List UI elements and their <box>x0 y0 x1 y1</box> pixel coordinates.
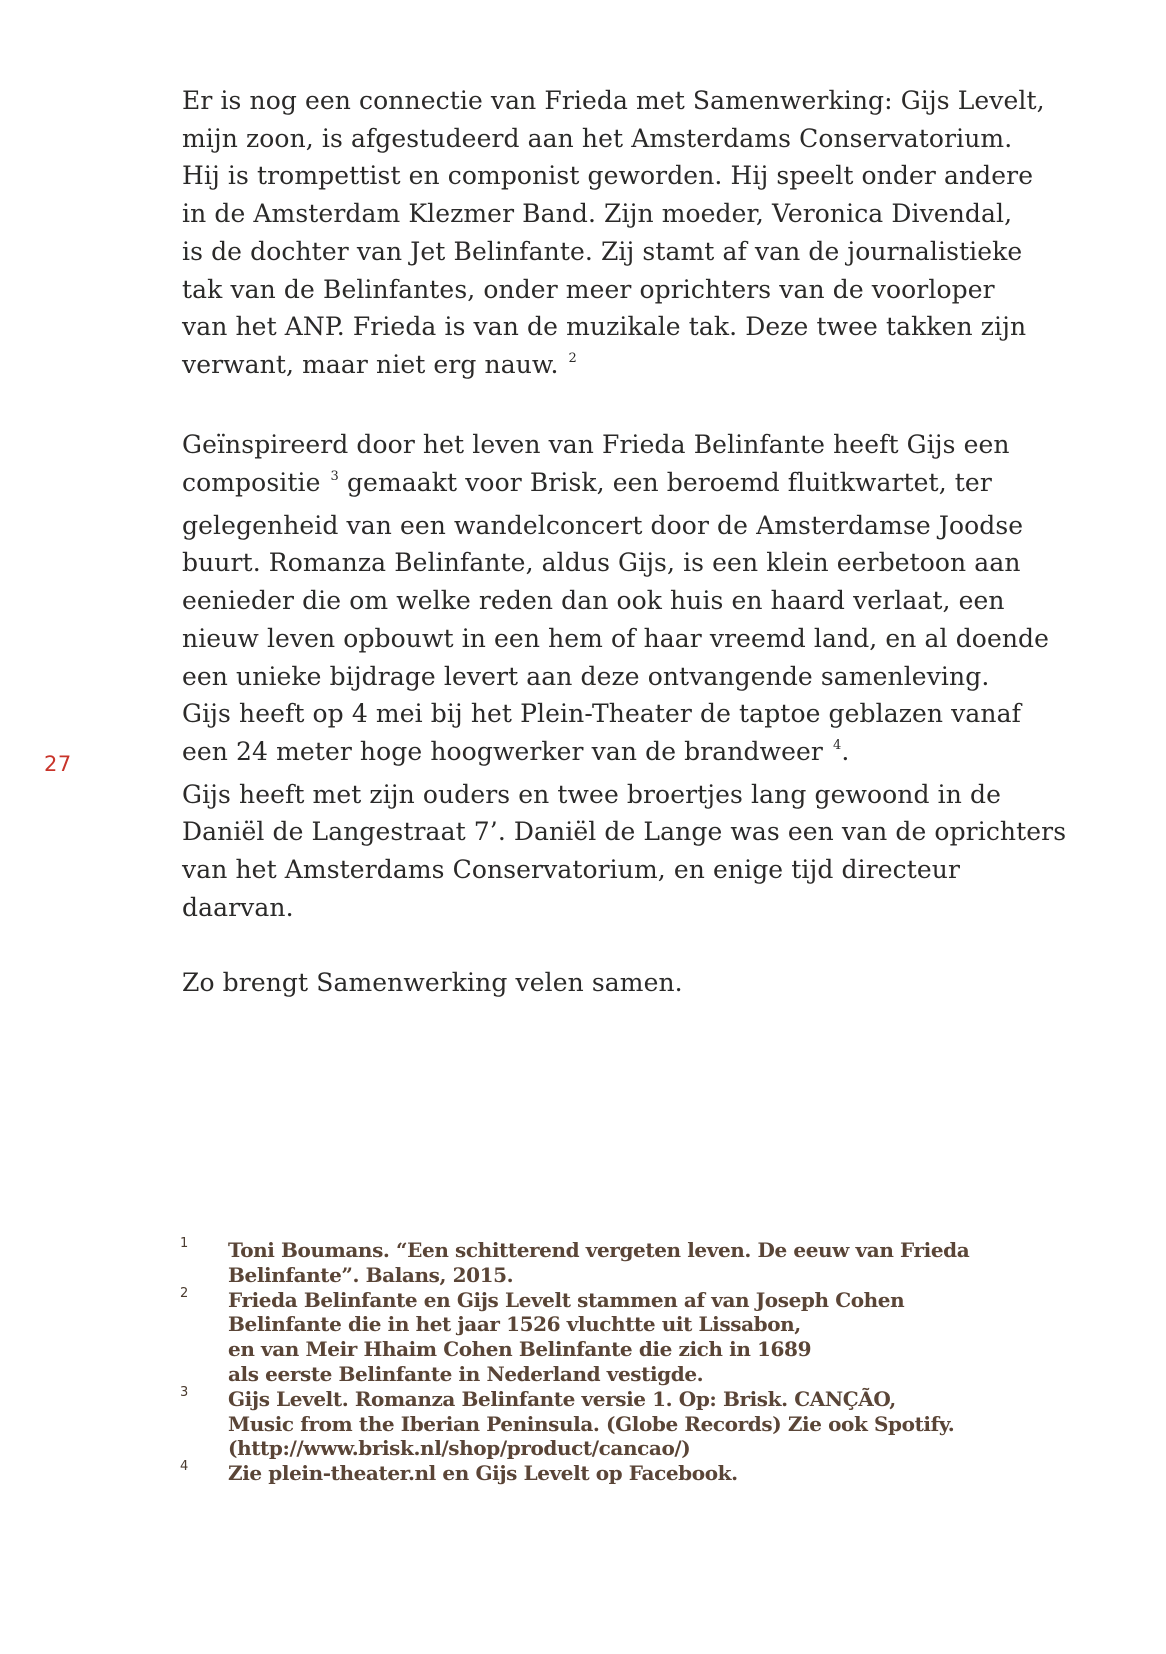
text-line: gelegenheid van een wandelconcert door de Amsterdamse Joodse <box>182 510 1024 540</box>
text-line: tak van de Belinfantes, onder meer oprichters van de voorloper <box>182 274 995 304</box>
footnote-line: Music from the Iberian Peninsula. (Globe Records) Zie ook Spotify. <box>228 1411 955 1436</box>
text-line: Zo brengt Samenwerking velen samen. <box>182 968 683 998</box>
paragraph-3 <box>182 964 1062 1002</box>
footnote-reference-3[interactable]: 3 <box>330 469 339 485</box>
footnote-reference-4[interactable]: 4 <box>833 737 842 753</box>
text-segment: compositie <box>182 468 321 498</box>
footnote-number: 4 <box>180 1459 189 1475</box>
text-line: Hij is trompettist en componist geworden. Hij speelt onder andere <box>182 161 1034 191</box>
footnote-4 <box>180 1461 1060 1486</box>
text-line: daarvan. <box>182 892 294 922</box>
text-line: Daniël de Langestraat 7’. Daniël de Lange was een van de oprichters <box>182 817 1067 847</box>
text-line: van het ANP. Frieda is van de muzikale tak. Deze twee takken zijn <box>182 312 1027 342</box>
footnote-line: Belinfante die in het jaar 1526 vluchtte uit Lissabon, <box>228 1312 801 1337</box>
text-segment: gemaakt voor Brisk, een beroemd fluitkwartet, ter <box>346 468 992 498</box>
text-line <box>182 464 1062 507</box>
text-line: nieuw leven opbouwt in een hem of haar vreemd land, en al doende <box>182 623 1050 653</box>
text-line <box>182 733 1062 776</box>
text-line: Gijs heeft op 4 mei bij het Plein-Theater de taptoe geblazen vanaf <box>182 699 1021 729</box>
footnote-line: Belinfante”. Balans, 2015. <box>228 1262 514 1287</box>
text-line: eenieder die om welke reden dan ook huis en haard verlaat, een <box>182 586 1005 616</box>
footnote-line: als eerste Belinfante in Nederland vestigde. <box>228 1361 704 1386</box>
paragraph-2 <box>182 426 1067 926</box>
footnote-reference-2[interactable]: 2 <box>568 350 577 366</box>
text-line <box>182 346 1062 389</box>
footnote-line: Gijs Levelt. Romanza Belinfante versie 1. Op: Brisk. CANÇÃO, <box>228 1386 896 1411</box>
footnote-line: Frieda Belinfante en Gijs Levelt stammen af van Joseph Cohen <box>228 1287 905 1312</box>
text-line: een unieke bijdrage levert aan deze ontvangende samenleving. <box>182 661 990 691</box>
text-segment: verwant, maar niet erg nauw. <box>182 349 559 379</box>
footnote-2 <box>180 1285 1060 1387</box>
text-line: mijn zoon, is afgestudeerd aan het Amsterdams Conservatorium. <box>182 123 1013 153</box>
footnote-1 <box>180 1238 1060 1288</box>
footnote-3 <box>180 1384 1060 1461</box>
paragraph-1 <box>182 82 1062 389</box>
footnote-link-line[interactable]: (http://www.brisk.nl/shop/product/cancao/) <box>228 1436 691 1461</box>
body-text <box>182 82 1067 1040</box>
text-line: in de Amsterdam Klezmer Band. Zijn moeder, Veronica Divendal, <box>182 199 1013 229</box>
text-line: van het Amsterdams Conservatorium, en enige tijd directeur <box>182 855 961 885</box>
footnote-number: 2 <box>180 1285 189 1301</box>
text-line: Gijs heeft met zijn ouders en twee broertjes lang gewoond in de <box>182 779 1001 809</box>
footnote-line: Zie plein-theater.nl en Gijs Levelt op Facebook. <box>228 1461 738 1486</box>
footnote-number: 3 <box>180 1384 189 1400</box>
footnote-line: Toni Boumans. “Een schitterend vergeten leven. De eeuw van Frieda <box>228 1238 970 1262</box>
text-line: Geïnspireerd door het leven van Frieda Belinfante heeft Gijs een <box>182 430 1010 460</box>
text-line: is de dochter van Jet Belinfante. Zij stamt af van de journalistieke <box>182 236 1023 266</box>
footnote-line: en van Meir Hhaim Cohen Belinfante die zich in 1689 <box>228 1337 812 1362</box>
page-number: 27 <box>44 752 72 776</box>
text-segment: . <box>841 736 850 766</box>
text-line: buurt. Romanza Belinfante, aldus Gijs, is een klein eerbetoon aan <box>182 548 1021 578</box>
footnotes <box>180 1238 1060 1486</box>
text-line: Er is nog een connectie van Frieda met Samenwerking: Gijs Levelt, <box>182 86 1045 115</box>
footnote-number: 1 <box>180 1236 189 1251</box>
text-segment: een 24 meter hoge hoogwerker van de brandweer <box>182 736 823 766</box>
